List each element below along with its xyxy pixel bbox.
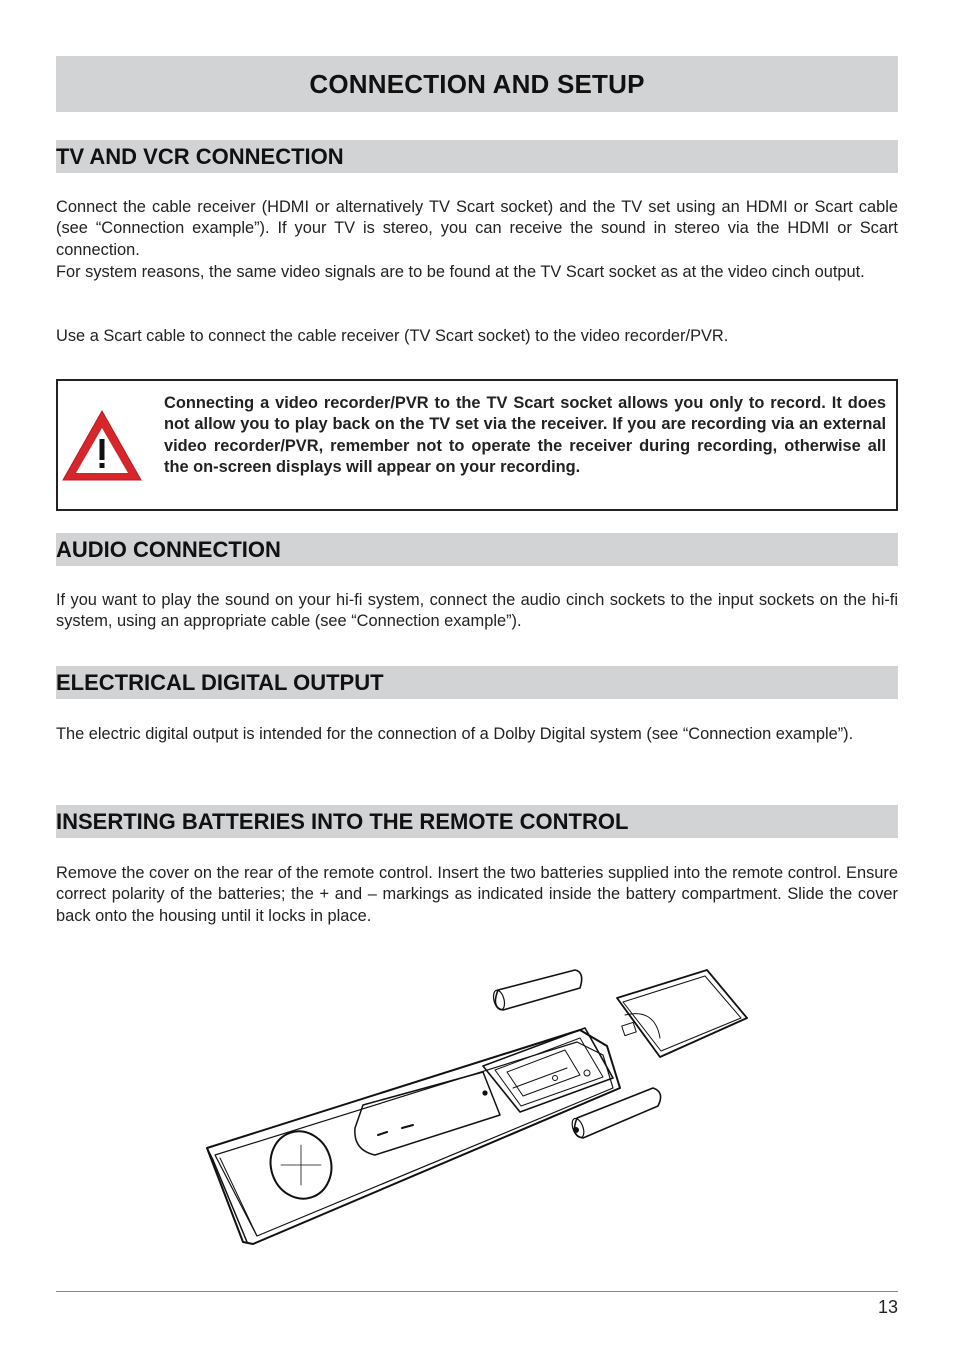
section-heading-tv-vcr <box>56 140 898 173</box>
battery-icon <box>492 970 582 1011</box>
warning-text: Connecting a video recorder/PVR to the TV Scart socket allows you only to record. It does not allow you to play back on the TV set via the receiver. If you are recording via an external video recorder/PVR, remember not to operate the receiver during recording, otherwise all the on-screen displays will appear on your recording. <box>164 394 886 476</box>
page-title: CONNECTION AND SETUP <box>309 68 645 99</box>
battery-cover <box>617 970 747 1057</box>
warning-box <box>56 379 898 511</box>
section-heading-batteries <box>56 805 898 838</box>
section-title: TV AND VCR CONNECTION <box>56 143 344 169</box>
section-title: INSERTING BATTERIES INTO THE REMOTE CONTROL <box>56 808 629 834</box>
footer-divider <box>56 1291 898 1292</box>
paragraph: Remove the cover on the rear of the remote control. Insert the two batteries supplied into the remote control. Ensure correct polarity of the batteries; the + and – markings as indicated inside the battery compartment. Slide the cover back onto the housing until it locks in place. <box>56 864 898 925</box>
remote-control-battery-illustration <box>195 960 755 1260</box>
paragraph: For system reasons, the same video signals are to be found at the TV Scart socket as at the video cinch output. <box>56 263 865 281</box>
section-heading-audio <box>56 533 898 566</box>
paragraph: Connect the cable receiver (HDMI or alternatively TV Scart socket) and the TV set using an HDMI or Scart cable (see “Connection example”). If your TV is stereo, you can receive the sound in stereo via the HDMI or Scart connection. <box>56 198 898 259</box>
paragraph: If you want to play the sound on your hi-fi system, connect the audio cinch sockets to the input sockets on the hi-fi system, using an appropriate cable (see “Connection example”). <box>56 591 898 631</box>
section-title: AUDIO CONNECTION <box>56 536 281 562</box>
page-title-bar <box>56 56 898 112</box>
warning-triangle-icon <box>60 408 144 484</box>
paragraph: The electric digital output is intended for the connection of a Dolby Digital system (see “Connection example”). <box>56 725 854 743</box>
page-number: 13 <box>877 1297 898 1317</box>
remote-control-body <box>207 1030 620 1244</box>
section-title: ELECTRICAL DIGITAL OUTPUT <box>56 669 384 695</box>
section-heading-digital <box>56 666 898 699</box>
panel-dot <box>483 1091 486 1094</box>
paragraph: Use a Scart cable to connect the cable receiver (TV Scart socket) to the video recorder/PVR. <box>56 327 729 345</box>
